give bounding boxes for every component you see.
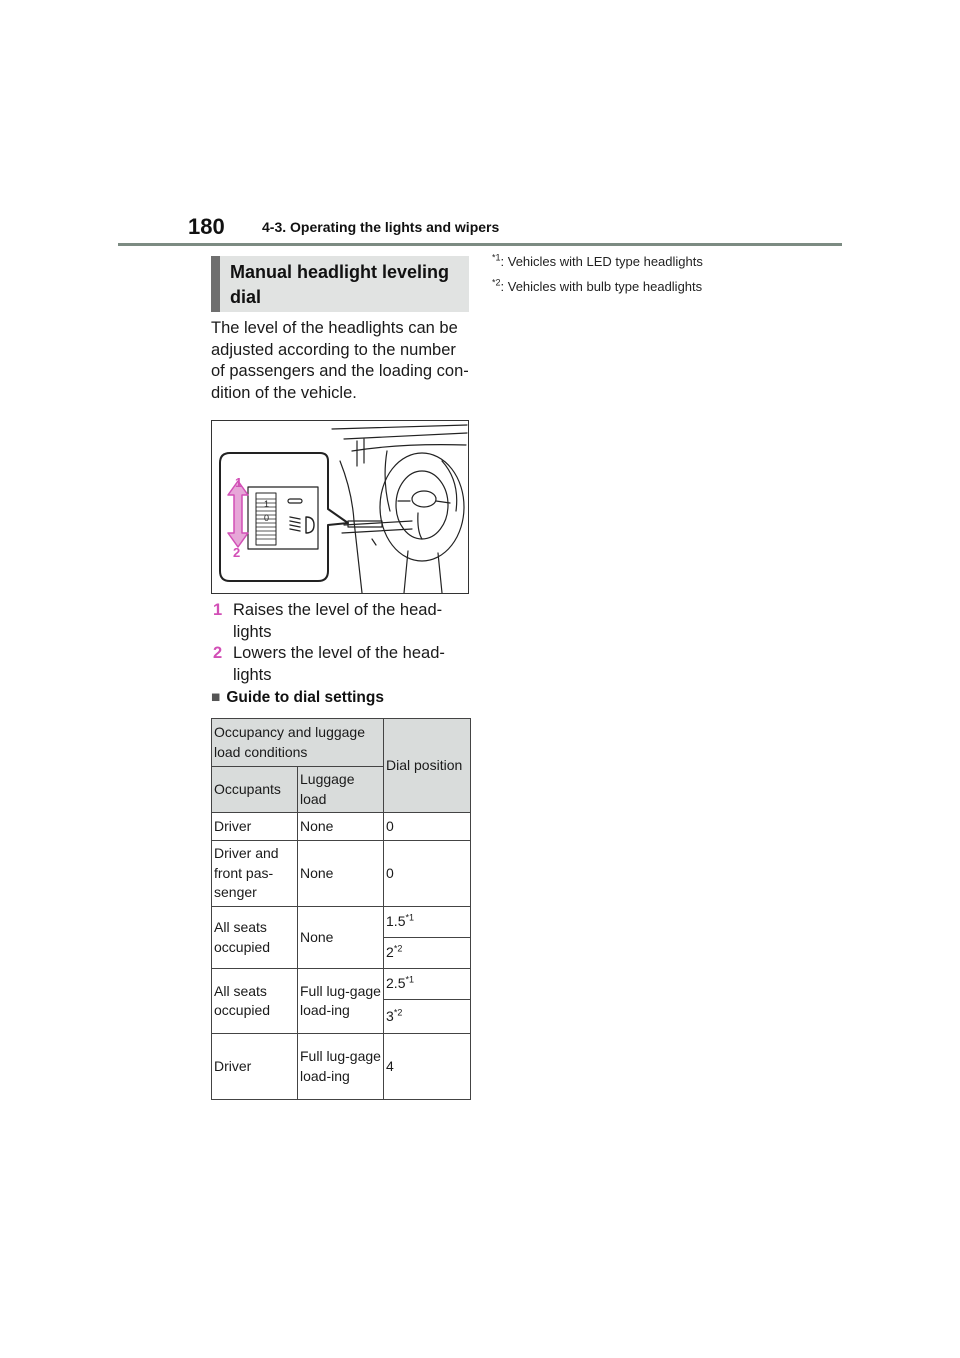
cell-luggage: Full lug-gage load-ing xyxy=(298,969,384,1034)
section-heading: Manual headlight leveling dial xyxy=(211,256,469,312)
bullet-square-icon: ■ xyxy=(211,689,221,706)
footnote-ref: *1 xyxy=(405,974,414,985)
footnote-marker: *1 xyxy=(492,252,501,263)
headlight-leveling-dial-illustration xyxy=(211,420,469,594)
footnote-ref: *2 xyxy=(393,943,403,954)
footnote-text: : Vehicles with LED type headlights xyxy=(500,254,703,269)
header-dial-position: Dial position xyxy=(384,719,471,813)
footnote-text: : Vehicles with bulb type headlights xyxy=(500,279,703,294)
dial-settings-table xyxy=(211,718,471,1100)
table-row xyxy=(212,1034,471,1100)
footnote xyxy=(492,279,702,294)
cell-occupants: Driver and front pas-senger xyxy=(212,841,298,907)
cell-occupants: Driver xyxy=(212,813,298,841)
console-lines xyxy=(342,521,412,545)
cell-occupants: Driver xyxy=(212,1034,298,1100)
cell-dial: 4 xyxy=(384,1034,471,1100)
table-row xyxy=(212,841,471,907)
steering-wheel-inner xyxy=(396,471,448,539)
header-occupancy-conditions: Occupancy and luggage load conditions xyxy=(212,719,384,767)
table-header-row xyxy=(212,719,471,767)
footnote xyxy=(492,254,703,269)
cell-luggage: Full lug-gage load-ing xyxy=(298,1034,384,1100)
cell-luggage: None xyxy=(298,841,384,907)
step-text: Lowers the level of the head-lights xyxy=(233,644,445,684)
table-row xyxy=(212,907,471,938)
step-number: 2 xyxy=(213,644,223,662)
table-row xyxy=(212,813,471,841)
dashboard-outline xyxy=(332,425,467,451)
cell-dial: 1.5$^{*1}$ xyxy=(384,907,471,938)
cell-dial: 0 xyxy=(384,813,471,841)
cell-dial: 2$^{*2}$ xyxy=(384,938,471,969)
page-number: 180 xyxy=(188,214,225,239)
table-row xyxy=(212,969,471,1000)
arrow-label-2: 2 xyxy=(233,545,241,560)
subheading xyxy=(211,689,384,707)
cell-dial: 0 xyxy=(384,841,471,907)
dial-mark-0: 0 xyxy=(264,513,270,523)
header-luggage-load: Luggage load xyxy=(298,767,384,813)
arrow-label-1: 1 xyxy=(235,475,243,490)
cell-luggage: None xyxy=(298,813,384,841)
step-text: Raises the level of the head-lights xyxy=(233,601,443,641)
vent-lines xyxy=(357,439,457,511)
step-number: 1 xyxy=(213,601,223,619)
footnote-ref: *2 xyxy=(393,1007,403,1018)
header-divider xyxy=(118,243,842,246)
dial-mark-1: 1 xyxy=(264,499,270,509)
section-title: 4-3. Operating the lights and wipers xyxy=(262,219,500,235)
cell-occupants: All seats occupied xyxy=(212,969,298,1034)
steering-wheel-hub xyxy=(412,491,436,507)
cell-dial: 2.5$^{*1}$ xyxy=(384,969,471,1000)
header-occupants: Occupants xyxy=(212,767,298,813)
cell-luggage: None xyxy=(298,907,384,969)
footnote-ref: *1 xyxy=(405,912,414,923)
cell-dial: 3$^{*2}$ xyxy=(384,1000,471,1034)
intro-paragraph: The level of the headlights can be adjusted according to the number of passengers and the loading con-dition of the vehicle. xyxy=(211,319,469,403)
subheading-text: Guide to dial settings xyxy=(226,689,384,706)
cell-occupants: All seats occupied xyxy=(212,907,298,969)
footnote-marker: *2 xyxy=(492,277,501,288)
